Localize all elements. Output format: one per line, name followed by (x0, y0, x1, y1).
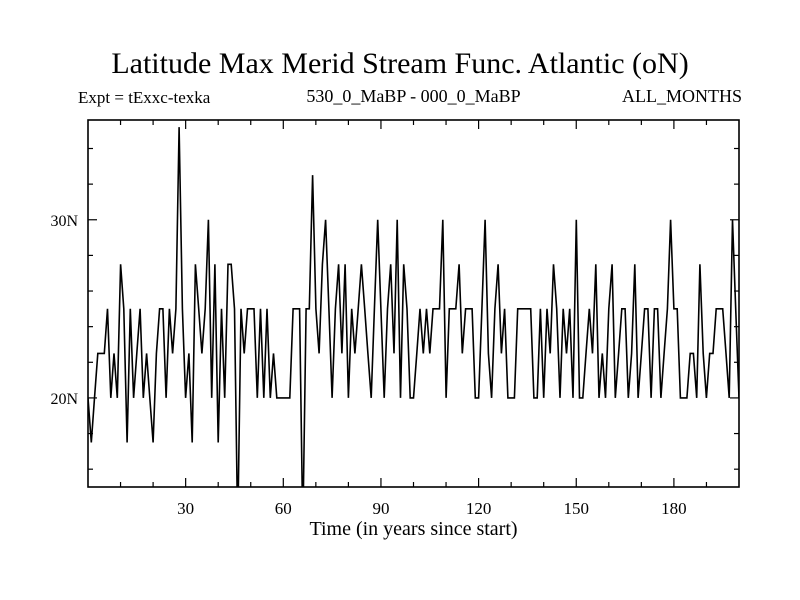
data-line (88, 127, 739, 531)
months-label: ALL_MONTHS (622, 86, 742, 106)
x-axis-title: Time (in years since start) (309, 518, 518, 540)
y-tick-label: 30N (50, 212, 78, 230)
plot-frame (88, 120, 739, 487)
x-tick-label: 120 (465, 499, 492, 518)
x-tick-label: 180 (661, 499, 687, 518)
x-tick-label: 90 (372, 499, 390, 518)
x-tick-label: 150 (563, 499, 589, 518)
y-tick-label: 20N (50, 390, 78, 408)
x-tick-label: 30 (177, 499, 195, 518)
period-label: 530_0_MaBP - 000_0_MaBP (306, 86, 521, 106)
x-tick-label: 60 (274, 499, 292, 518)
experiment-label: Expt = tExxc-texka (78, 88, 211, 107)
chart-title: Latitude Max Merid Stream Func. Atlantic (oN) (111, 47, 689, 80)
